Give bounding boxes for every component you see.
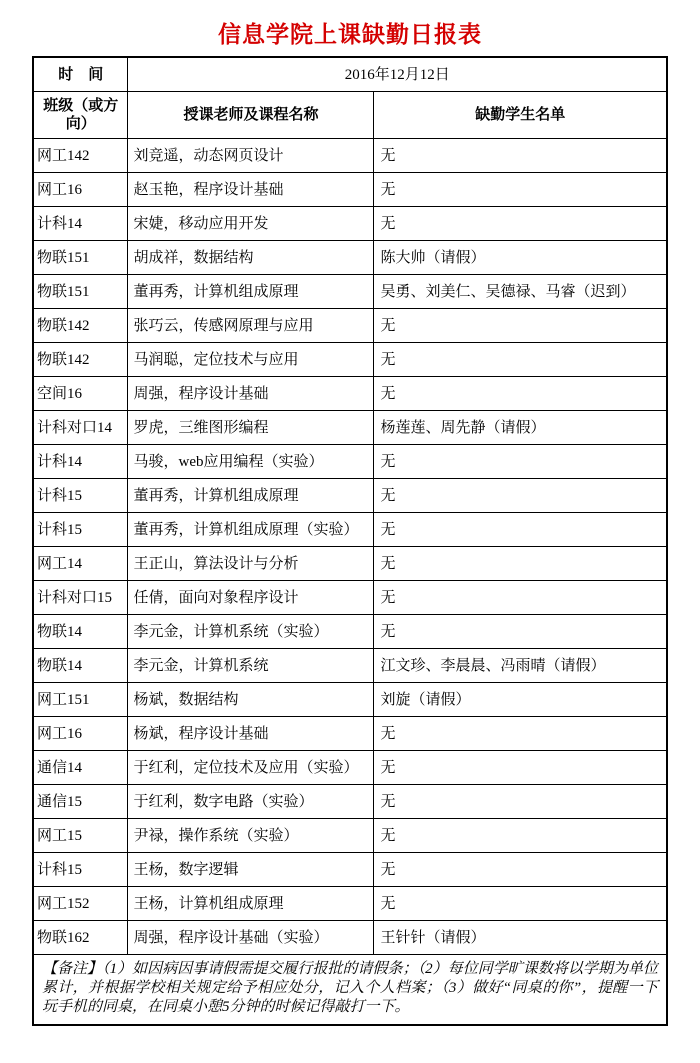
class-cell: 物联142: [33, 343, 128, 377]
note-row: [33, 955, 667, 1026]
class-cell: 网工152: [33, 887, 128, 921]
absent-cell: 无: [374, 309, 667, 343]
absent-cell: 陈大帅（请假）: [374, 241, 667, 275]
absent-cell: 无: [374, 887, 667, 921]
absent-cell: 无: [374, 547, 667, 581]
course-cell: 杨斌，数据结构: [128, 683, 374, 717]
table-row: [33, 207, 667, 241]
table-row: [33, 309, 667, 343]
table-row: [33, 751, 667, 785]
absent-cell: 无: [374, 479, 667, 513]
table-row: [33, 343, 667, 377]
class-column-header: 班级（或方向）: [33, 92, 128, 139]
table-row: [33, 275, 667, 309]
table-row: [33, 717, 667, 751]
course-cell: 王正山，算法设计与分析: [128, 547, 374, 581]
absent-cell: 无: [374, 139, 667, 173]
absent-cell: 无: [374, 207, 667, 241]
class-cell: 网工142: [33, 139, 128, 173]
class-cell: 计科15: [33, 853, 128, 887]
course-cell: 张巧云，传感网原理与应用: [128, 309, 374, 343]
table-row: [33, 683, 667, 717]
time-row: [33, 57, 667, 92]
course-cell: 胡成祥，数据结构: [128, 241, 374, 275]
course-cell: 周强，程序设计基础: [128, 377, 374, 411]
table-row: [33, 479, 667, 513]
course-cell: 王杨，数字逻辑: [128, 853, 374, 887]
absent-cell: 无: [374, 819, 667, 853]
table-row: [33, 377, 667, 411]
class-cell: 网工14: [33, 547, 128, 581]
course-cell: 马润聪，定位技术与应用: [128, 343, 374, 377]
course-cell: 马骏，web应用编程（实验）: [128, 445, 374, 479]
absent-cell: 无: [374, 853, 667, 887]
course-cell: 任倩，面向对象程序设计: [128, 581, 374, 615]
course-cell: 李元金，计算机系统（实验）: [128, 615, 374, 649]
page-title: 信息学院上课缺勤日报表: [218, 22, 482, 47]
table-row: [33, 581, 667, 615]
table-row: [33, 649, 667, 683]
table-row: [33, 445, 667, 479]
class-cell: 物联151: [33, 275, 128, 309]
absent-cell: 江文珍、李晨晨、冯雨晴（请假）: [374, 649, 667, 683]
class-cell: 计科15: [33, 479, 128, 513]
course-cell: 于红利，数字电路（实验）: [128, 785, 374, 819]
table-row: [33, 887, 667, 921]
course-column-header: 授课老师及课程名称: [128, 92, 374, 139]
class-cell: 物联142: [33, 309, 128, 343]
class-cell: 网工16: [33, 173, 128, 207]
table-row: [33, 139, 667, 173]
course-cell: 宋婕，移动应用开发: [128, 207, 374, 241]
table-row: [33, 819, 667, 853]
date-value: 2016年12月12日: [128, 57, 667, 92]
absent-cell: 无: [374, 581, 667, 615]
class-cell: 空间16: [33, 377, 128, 411]
table-row: [33, 547, 667, 581]
course-cell: 赵玉艳，程序设计基础: [128, 173, 374, 207]
course-cell: 董再秀，计算机组成原理: [128, 479, 374, 513]
class-cell: 计科对口15: [33, 581, 128, 615]
absent-cell: 无: [374, 615, 667, 649]
absent-cell: 王针针（请假）: [374, 921, 667, 955]
table-row: [33, 853, 667, 887]
course-cell: 董再秀，计算机组成原理（实验）: [128, 513, 374, 547]
absent-cell: 无: [374, 513, 667, 547]
note-text: 【备注】（1）如因病因事请假需提交履行报批的请假条；（2）每位同学旷课数将以学期为单位累计，并根据学校相关规定给予相应处分，记入个人档案；（3）做好“同桌的你”，提醒一下玩手机的同桌，在同桌小憩5分钟的时候记得敲打一下。: [33, 955, 667, 1026]
course-cell: 王杨，计算机组成原理: [128, 887, 374, 921]
table-row: [33, 173, 667, 207]
table-row: [33, 785, 667, 819]
column-header-row: [33, 92, 667, 139]
class-cell: 物联162: [33, 921, 128, 955]
course-cell: 刘竞遥，动态网页设计: [128, 139, 374, 173]
absent-cell: 杨莲莲、周先静（请假）: [374, 411, 667, 445]
absent-cell: 无: [374, 785, 667, 819]
table-row: [33, 615, 667, 649]
course-cell: 杨斌，程序设计基础: [128, 717, 374, 751]
class-cell: 计科14: [33, 207, 128, 241]
course-cell: 董再秀，计算机组成原理: [128, 275, 374, 309]
absent-cell: 刘旋（请假）: [374, 683, 667, 717]
course-cell: 罗虎，三维图形编程: [128, 411, 374, 445]
class-cell: 通信14: [33, 751, 128, 785]
class-cell: 网工151: [33, 683, 128, 717]
absent-cell: 无: [374, 717, 667, 751]
class-cell: 网工16: [33, 717, 128, 751]
course-cell: 尹禄，操作系统（实验）: [128, 819, 374, 853]
table-row: [33, 411, 667, 445]
class-cell: 网工15: [33, 819, 128, 853]
table-row: [33, 921, 667, 955]
class-cell: 计科14: [33, 445, 128, 479]
class-cell: 计科15: [33, 513, 128, 547]
absent-cell: 无: [374, 445, 667, 479]
time-label: 时 间: [33, 57, 128, 92]
course-cell: 于红利，定位技术及应用（实验）: [128, 751, 374, 785]
absent-cell: 无: [374, 377, 667, 411]
absent-cell: 无: [374, 343, 667, 377]
table-row: [33, 513, 667, 547]
table-row: [33, 241, 667, 275]
course-cell: 李元金，计算机系统: [128, 649, 374, 683]
class-cell: 物联14: [33, 649, 128, 683]
absent-cell: 吴勇、刘美仁、吴德禄、马睿（迟到）: [374, 275, 667, 309]
absent-cell: 无: [374, 173, 667, 207]
absent-cell: 无: [374, 751, 667, 785]
attendance-table: [32, 56, 668, 1026]
class-cell: 物联151: [33, 241, 128, 275]
class-cell: 计科对口14: [33, 411, 128, 445]
class-cell: 物联14: [33, 615, 128, 649]
course-cell: 周强，程序设计基础（实验）: [128, 921, 374, 955]
class-cell: 通信15: [33, 785, 128, 819]
absent-column-header: 缺勤学生名单: [374, 92, 667, 139]
